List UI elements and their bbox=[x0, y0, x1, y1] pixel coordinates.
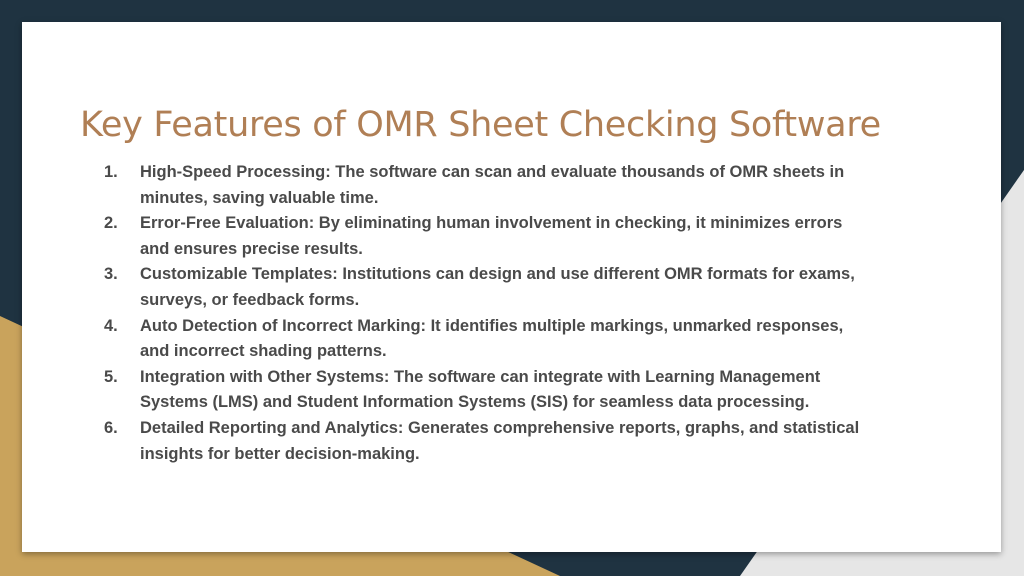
list-item-text: Customizable Templates: Institutions can design and use different OMR formats for exams, surveys, or feedback forms. bbox=[140, 265, 855, 309]
list-item-text: Integration with Other Systems: The software can integrate with Learning Management Systems (LMS) and Student Information Systems (SIS) for seamless data processing. bbox=[140, 367, 821, 412]
list-item bbox=[104, 416, 864, 467]
list-item-text: Detailed Reporting and Analytics: Generates comprehensive reports, graphs, and statistical insights for better decision-making. bbox=[140, 418, 860, 463]
list-item-number: 4. bbox=[104, 316, 118, 335]
list-item bbox=[104, 262, 864, 313]
list-item-text: High-Speed Processing: The software can scan and evaluate thousands of OMR sheets in minutes, saving valuable time. bbox=[140, 163, 845, 207]
feature-list bbox=[104, 160, 864, 467]
list-item bbox=[104, 160, 864, 211]
list-item-text: Auto Detection of Incorrect Marking: It identifies multiple markings, unmarked responses, and incorrect shading patterns. bbox=[140, 316, 844, 361]
list-item-number: 6. bbox=[104, 418, 118, 437]
list-item-text: Error-Free Evaluation: By eliminating human involvement in checking, it minimizes errors and ensures precise results. bbox=[140, 214, 843, 258]
list-item bbox=[104, 314, 864, 365]
list-item bbox=[104, 211, 864, 262]
slide-title: Key Features of OMR Sheet Checking Software bbox=[80, 105, 881, 145]
list-item-number: 2. bbox=[104, 214, 118, 233]
list-item-number: 3. bbox=[104, 265, 118, 284]
list-item bbox=[104, 365, 864, 416]
list-item-number: 5. bbox=[104, 367, 118, 386]
list-item-number: 1. bbox=[104, 163, 118, 181]
